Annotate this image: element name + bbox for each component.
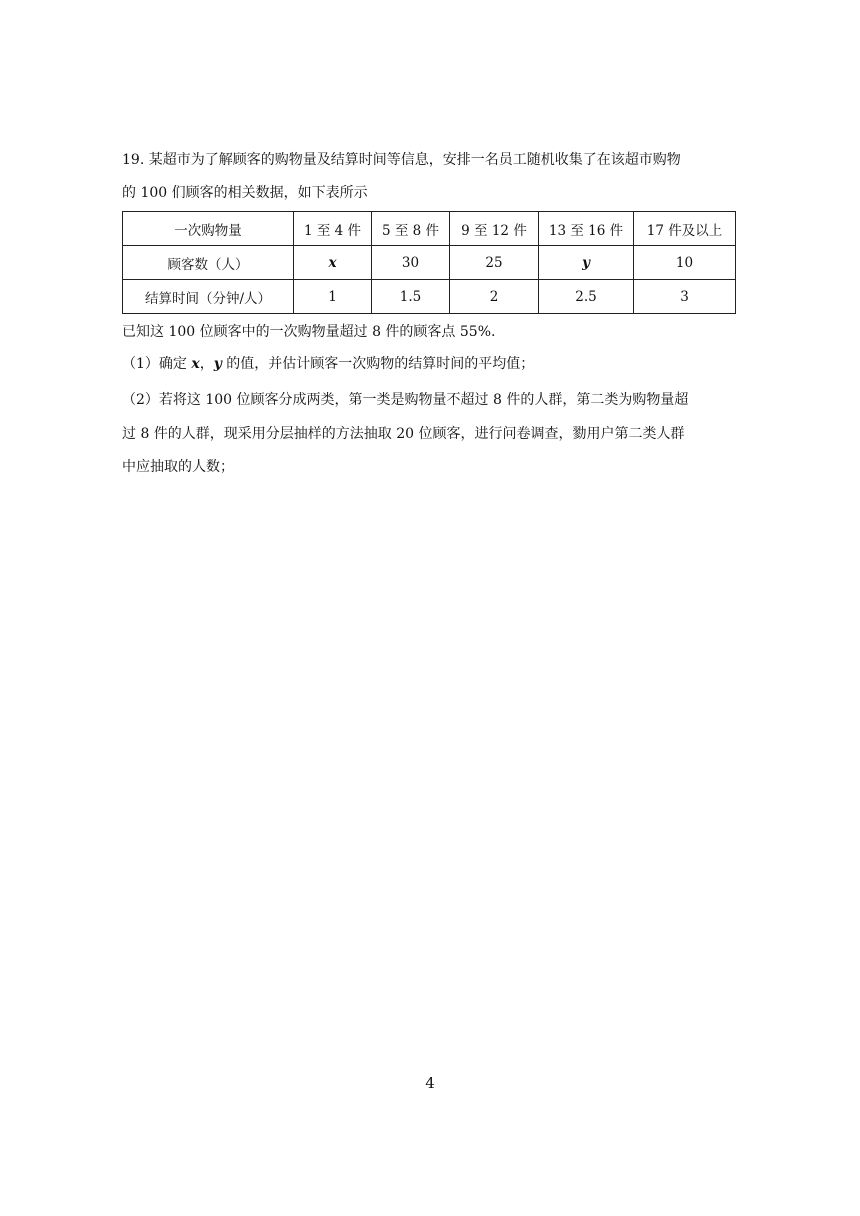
part-2-line-2: 过 8 件的人群，现采用分层抽样的方法抽取 20 位顾客，进行问卷调查，勠用户第二类人群 — [122, 426, 685, 442]
variable-y: y — [213, 356, 222, 372]
part-1-prefix: （1）确定 — [122, 356, 192, 372]
question-line-2: 的 100 们顾客的相关数据，如下表所示 — [122, 185, 368, 201]
table-cell: x — [294, 246, 372, 280]
part-1 — [122, 354, 534, 374]
part-2-line-1: （2）若将这 100 位顾客分成两类，第一类是购物量不超过 8 件的人群，第二类为购物量超 — [122, 392, 689, 408]
table-cell: 1 — [294, 280, 372, 314]
table-cell: 25 — [450, 246, 539, 280]
table-cell: 30 — [372, 246, 450, 280]
part-1-comma: ， — [199, 356, 214, 372]
table-cell: 3 — [634, 280, 736, 314]
table-cell: 17 件及以上 — [634, 212, 736, 246]
table-row-customers — [123, 246, 736, 280]
table-cell: 2 — [450, 280, 539, 314]
known-condition: 已知这 100 位顾客中的一次购物量超过 8 件的顾客点 55%. — [122, 324, 496, 340]
table-cell: 2.5 — [539, 280, 634, 314]
data-table — [122, 211, 736, 314]
table-cell: 一次购物量 — [123, 212, 294, 246]
part-1-suffix: 的值，并估计顾客一次购物的结算时间的平均值； — [221, 356, 535, 372]
table-cell: 结算时间（分钟/人） — [123, 280, 294, 314]
table-cell: 5 至 8 件 — [372, 212, 450, 246]
table-cell: 13 至 16 件 — [539, 212, 634, 246]
table-cell: 顾客数（人） — [123, 246, 294, 280]
table-cell: y — [539, 246, 634, 280]
page-number: 4 — [425, 1074, 435, 1092]
table-cell: 1.5 — [372, 280, 450, 314]
question-line-1: 19. 某超市为了解顾客的购物量及结算时间等信息，安排一名员工随机收集了在该超市购物 — [122, 152, 681, 168]
table-cell: 1 至 4 件 — [294, 212, 372, 246]
variable-x: x — [191, 356, 200, 372]
table-row-time — [123, 280, 736, 314]
table-cell: 10 — [634, 246, 736, 280]
table-header-row — [123, 212, 736, 246]
part-2-line-3: 中应抽取的人数； — [122, 459, 234, 475]
table-cell: 9 至 12 件 — [450, 212, 539, 246]
